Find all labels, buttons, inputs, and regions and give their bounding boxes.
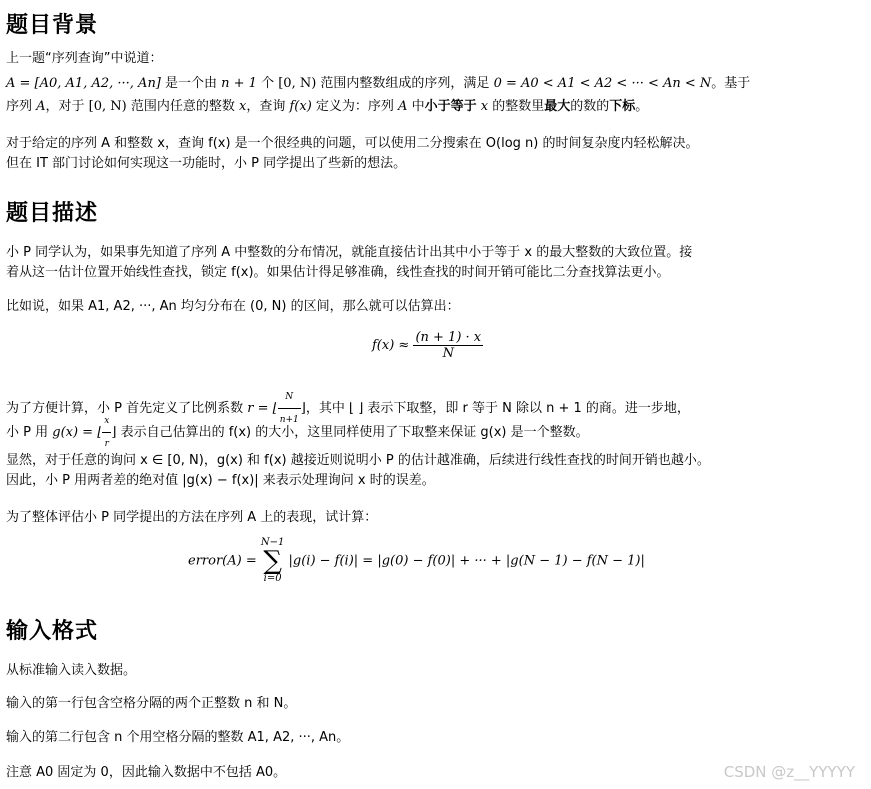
text: ，其中 ⌊ ⌋ 表示下取整，即 r 等于 N 除以 n + 1 的商。进一步地， xyxy=(305,401,690,416)
math-g-eq: g(x) = ⌊ xyxy=(52,425,103,440)
text: 中 xyxy=(407,99,425,114)
formula-lhs: error(A) = xyxy=(188,553,257,569)
description-p5: 为了整体评估小 P 同学提出的方法在序列 A 上的表现，试计算： xyxy=(6,510,378,525)
sum-symbol: ∑ xyxy=(263,546,282,576)
fraction-g xyxy=(102,410,111,455)
math-fx: f(x) xyxy=(289,99,312,114)
text: ，对于 xyxy=(45,99,89,114)
input-line-1: 从标准输入读入数据。 xyxy=(6,663,137,678)
floor-close: ⌋ xyxy=(111,425,117,440)
section-title-input: 输入格式 xyxy=(6,618,99,644)
background-intro: 上一题“序列查询”中说道： xyxy=(6,51,163,66)
background-p2-line-2: 但在 IT 部门讨论如何实现这一功能时，小 P 同学提出了些新的想法。 xyxy=(6,156,407,171)
math-n-plus-1: n + 1 xyxy=(221,76,257,91)
math-range: [0, N) xyxy=(88,99,127,114)
text: 定义为：序列 xyxy=(311,99,399,114)
description-p1-line-1: 小 P 同学认为，如果事先知道了序列 A 中整数的分布情况，就能直接估计出其中小于等于 x 的最大整数的大致位置。接 xyxy=(6,245,693,260)
math-r-eq: r = ⌊ xyxy=(247,401,278,416)
fraction-denominator: r xyxy=(104,439,109,449)
text: 范围内任意的整数 xyxy=(126,99,239,114)
description-p4-line-2: 因此，小 P 用两者差的绝对值 |g(x) − f(x)| 来表示处理询问 x 时的误差。 xyxy=(6,473,435,488)
background-line-1 xyxy=(6,73,866,95)
math-range: [0, N) xyxy=(278,76,317,91)
math-x: x xyxy=(476,99,493,114)
math-A: A xyxy=(36,99,46,114)
bold-text: 小于等于 xyxy=(424,99,477,114)
math-ordering: 0 = A0 < A1 < A2 < ··· < An < N xyxy=(493,76,712,91)
fraction-numerator: x xyxy=(102,410,111,433)
background-line-2 xyxy=(6,96,866,118)
text: ，查询 xyxy=(246,99,290,114)
formula-lhs: f(x) ≈ xyxy=(372,338,410,353)
text: 表示自己估算出的 f(x) 的大小，这里同样使用了下取整来保证 g(x) 是一个整数。 xyxy=(116,425,589,440)
input-line-4: 注意 A0 固定为 0，因此输入数据中不包括 A0。 xyxy=(6,765,287,780)
description-p1-line-2: 着从这一估计位置开始线性查找，锁定 f(x)。如果估计得足够准确，线性查找的时间开销可能比二分查找算法更小。 xyxy=(6,265,670,280)
text: 小 P 用 xyxy=(6,425,53,440)
formula-estimate xyxy=(372,330,483,361)
fraction-denominator: N xyxy=(442,346,454,361)
bold-text: 最大 xyxy=(544,99,571,114)
section-title-background: 题目背景 xyxy=(6,12,99,38)
bold-text: 下标 xyxy=(609,99,636,114)
fraction xyxy=(413,330,483,361)
input-line-2: 输入的第一行包含空格分隔的两个正整数 n 和 N。 xyxy=(6,696,297,711)
sum-lower: i=0 xyxy=(263,573,282,584)
description-p2: 比如说，如果 A1, A2, ···, An 均匀分布在 (0, N) 的区间，那么就可以估算出： xyxy=(6,299,460,314)
floor-close: ⌋ xyxy=(300,401,306,416)
text: 序列 xyxy=(6,99,37,114)
fraction-denominator: n+1 xyxy=(279,415,299,425)
text: 。 xyxy=(635,99,649,114)
background-p2-line-1: 对于给定的序列 A 和整数 x，查询 f(x) 是一个很经典的问题，可以使用二分搜索在 O(log n) 的时间复杂度内轻松解决。 xyxy=(6,136,699,151)
text: 的整数里 xyxy=(492,99,545,114)
math-A: A xyxy=(398,99,408,114)
input-line-3: 输入的第二行包含 n 个用空格分隔的整数 A1, A2, ···, An。 xyxy=(6,730,350,745)
section-title-description: 题目描述 xyxy=(6,200,99,226)
fraction-numerator: (n + 1) · x xyxy=(415,330,482,345)
text: 范围内整数组成的序列，满足 xyxy=(316,76,494,91)
math-x: x xyxy=(239,99,247,114)
description-p4-line-1: 显然，对于任意的询问 x ∈ [0, N)，g(x) 和 f(x) 越接近则说明小 P 的估计越准确，后续进行线性查找的时间开销也越小。 xyxy=(6,453,710,468)
math-sequence-def: A = [A0, A1, A2, ···, An] xyxy=(6,76,161,91)
fraction-numerator: N xyxy=(278,386,301,409)
text: 是一个由 xyxy=(160,76,222,91)
watermark: CSDN @z__YYYYY xyxy=(723,763,855,781)
formula-rhs: |g(i) − f(i)| = |g(0) − f(0)| + ··· + |g(N − 1) − f(N − 1)| xyxy=(288,553,645,569)
sum-upper: N−1 xyxy=(260,537,285,548)
text: 为了方便计算，小 P 首先定义了比例系数 xyxy=(6,401,248,416)
description-p3-line-2 xyxy=(6,410,866,455)
text: 的数的 xyxy=(570,99,610,114)
text: 个 xyxy=(256,76,279,91)
summation xyxy=(261,538,285,584)
text: 。基于 xyxy=(711,76,751,91)
formula-error xyxy=(188,538,645,584)
